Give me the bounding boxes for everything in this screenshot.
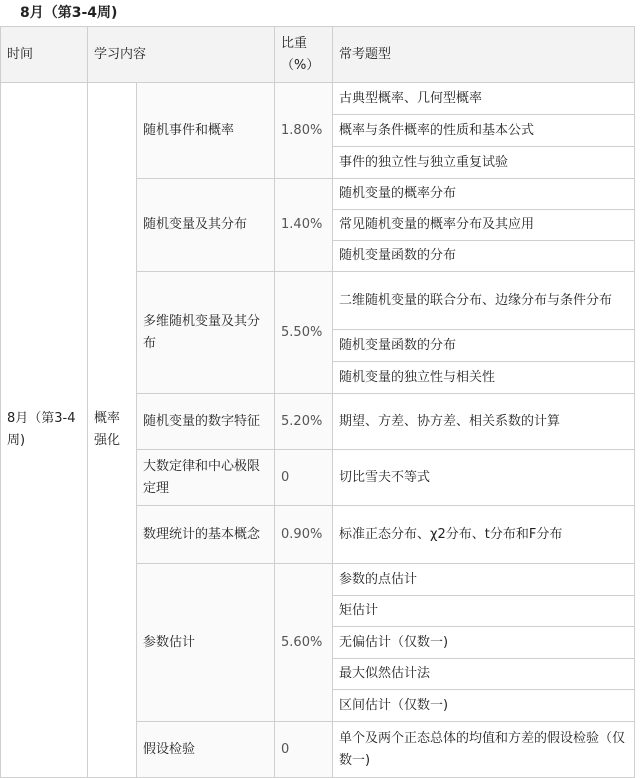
topic-cell: 无偏估计（仅数一) xyxy=(333,627,635,659)
topic-cell: 参数的点估计 xyxy=(333,564,635,596)
section-name: 多维随机变量及其分布 xyxy=(137,272,275,394)
topic-cell: 事件的独立性与独立重复试验 xyxy=(333,147,635,179)
topic-cell: 随机变量的概率分布 xyxy=(333,179,635,210)
table-row xyxy=(1,83,635,115)
section-weight: 0 xyxy=(275,722,333,778)
topic-cell: 区间估计（仅数一) xyxy=(333,690,635,722)
page-title: 8月（第3-4周) xyxy=(20,5,118,21)
section-name: 假设检验 xyxy=(137,722,275,778)
topic-cell: 标准正态分布、χ2分布、t分布和F分布 xyxy=(333,506,635,564)
section-name: 参数估计 xyxy=(137,564,275,722)
topic-cell: 概率与条件概率的性质和基本公式 xyxy=(333,115,635,147)
section-weight: 5.60% xyxy=(275,564,333,722)
section-name: 随机变量及其分布 xyxy=(137,179,275,272)
section-weight: 5.20% xyxy=(275,394,333,450)
topic-cell: 随机变量的独立性与相关性 xyxy=(333,362,635,394)
section-name: 数理统计的基本概念 xyxy=(137,506,275,564)
table-header-row xyxy=(1,27,635,83)
topic-cell: 矩估计 xyxy=(333,596,635,627)
header-weight: 比重（%） xyxy=(275,27,333,83)
study-plan-table xyxy=(0,26,635,778)
header-content: 学习内容 xyxy=(88,27,275,83)
section-weight: 0 xyxy=(275,450,333,506)
header-time: 时间 xyxy=(1,27,88,83)
section-weight: 0.90% xyxy=(275,506,333,564)
topic-cell: 二维随机变量的联合分布、边缘分布与条件分布 xyxy=(333,272,635,330)
phase-cell: 概率强化 xyxy=(88,83,137,778)
topic-cell: 期望、方差、协方差、相关系数的计算 xyxy=(333,394,635,450)
section-name: 随机变量的数字特征 xyxy=(137,394,275,450)
section-weight: 1.80% xyxy=(275,83,333,179)
topic-cell: 常见随机变量的概率分布及其应用 xyxy=(333,210,635,241)
topic-cell: 最大似然估计法 xyxy=(333,659,635,690)
section-weight: 5.50% xyxy=(275,272,333,394)
header-topics: 常考题型 xyxy=(333,27,635,83)
topic-cell: 单个及两个正态总体的均值和方差的假设检验（仅数一) xyxy=(333,722,635,778)
section-weight: 1.40% xyxy=(275,179,333,272)
time-cell: 8月（第3-4周) xyxy=(1,83,88,778)
section-name: 随机事件和概率 xyxy=(137,83,275,179)
topic-cell: 切比雪夫不等式 xyxy=(333,450,635,506)
topic-cell: 古典型概率、几何型概率 xyxy=(333,83,635,115)
section-name: 大数定律和中心极限定理 xyxy=(137,450,275,506)
topic-cell: 随机变量函数的分布 xyxy=(333,330,635,362)
topic-cell: 随机变量函数的分布 xyxy=(333,241,635,272)
